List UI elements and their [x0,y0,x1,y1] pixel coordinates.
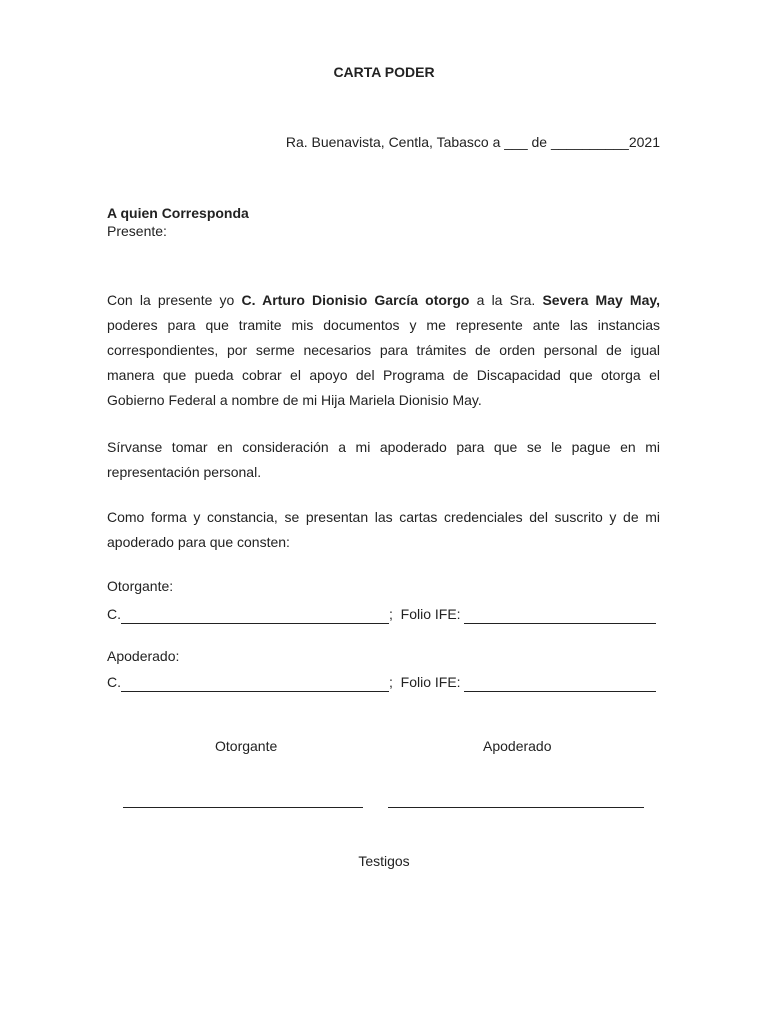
apoderado-c-prefix: C. [107,674,121,690]
apoderado-heading: Apoderado: [107,648,180,664]
signature-label-apoderado: Apoderado [483,738,552,754]
p1-text-1: Con la presente yo [107,292,242,308]
otorgante-heading: Otorgante: [107,578,174,594]
apoderado-folio-label: ; Folio IFE: [389,674,465,690]
otorgante-c-prefix: C. [107,606,121,622]
apoderado-folio-blank[interactable] [464,677,656,692]
otorgante-fields [107,604,660,624]
document-title: CARTA PODER [333,64,435,80]
witnesses-heading: Testigos [358,853,410,869]
paragraph-constancy: Como forma y constancia, se presentan las cartas credenciales del suscrito y de mi apoderado para que consten: [107,509,660,550]
p1-text-2: a la Sra. [469,292,543,308]
signature-label-otorgante: Otorgante [215,738,278,754]
grantor-name: C. Arturo Dionisio García otorgo [241,292,470,308]
signature-line-otorgante[interactable] [123,806,363,808]
paragraph-grant [107,288,660,413]
dateline: Ra. Buenavista, Centla, Tabasco a ___ de __________2021 [285,134,660,150]
paragraph-consideration: Sírvanse tomar en consideración a mi apoderado para que se le pague en mi representación personal. [107,439,660,480]
addressee-block [107,204,249,240]
p1-text-3: poderes para que tramite mis documentos y me represente ante las instancias correspondientes, por serme necesarios para trámites de orden personal de igual manera que pueda cobrar el apoyo del Programa de Discapacidad que otorga el Gobierno Federal a nombre de mi Hija Mariela Dionisio May. [107,317,660,408]
apoderado-fields [107,672,660,692]
otorgante-name-blank[interactable] [121,609,389,624]
grantee-name: Severa May May, [542,292,661,308]
otorgante-folio-label: ; Folio IFE: [389,606,465,622]
addressee-presente: Presente: [107,223,167,239]
addressee-heading: A quien Corresponda [107,205,249,221]
signature-line-apoderado[interactable] [388,806,644,808]
apoderado-name-blank[interactable] [121,677,389,692]
otorgante-folio-blank[interactable] [464,609,656,624]
